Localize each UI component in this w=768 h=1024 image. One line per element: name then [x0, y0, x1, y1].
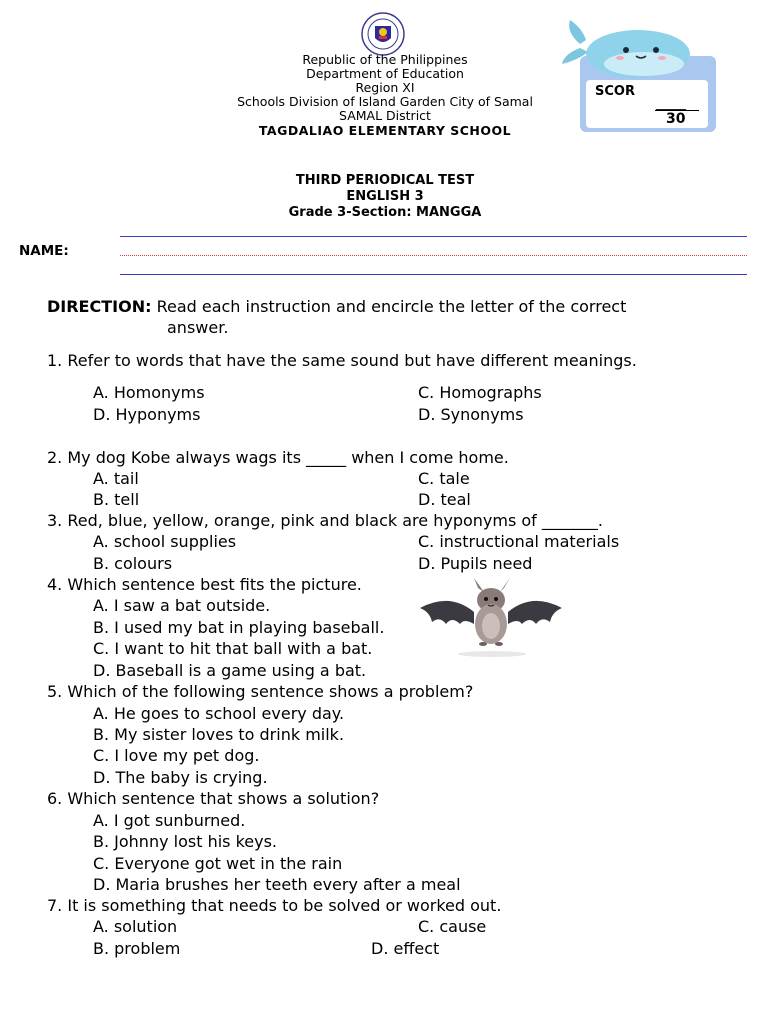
- bat-picture: [420, 578, 562, 660]
- header-division: Schools Division of Island Garden City of Samal: [237, 94, 533, 109]
- question-1: 1. Refer to words that have the same sound but have different meanings.: [47, 351, 637, 370]
- score-label: SCOR: [595, 84, 635, 99]
- q1-option-a[interactable]: A. Homonyms: [93, 383, 205, 402]
- q4-option-c[interactable]: C. I want to hit that ball with a bat.: [93, 639, 373, 658]
- question-2: 2. My dog Kobe always wags its _____ when I come home.: [47, 448, 509, 467]
- whale-icon: [560, 14, 690, 78]
- question-3: 3. Red, blue, yellow, orange, pink and black are hyponyms of _______.: [47, 511, 603, 530]
- header-school: TAGDALIAO ELEMENTARY SCHOOL: [258, 123, 512, 138]
- q6-option-d[interactable]: D. Maria brushes her teeth every after a meal: [93, 875, 461, 894]
- score-blank: _____: [656, 96, 686, 110]
- q5-option-a[interactable]: A. He goes to school every day.: [93, 704, 345, 723]
- q1-option-c[interactable]: C. Homographs: [418, 383, 542, 402]
- header-district: SAMAL District: [339, 108, 431, 123]
- q7-option-d[interactable]: D. effect: [371, 939, 440, 958]
- test-grade-section: Grade 3-Section: MANGGA: [288, 205, 482, 220]
- direction-text-cont: answer.: [167, 318, 229, 337]
- q3-option-b[interactable]: B. colours: [93, 554, 173, 573]
- question-5: 5. Which of the following sentence shows a problem?: [47, 682, 474, 701]
- q7-option-b[interactable]: B. problem: [93, 939, 181, 958]
- name-line-bottom[interactable]: [120, 274, 747, 275]
- test-title: THIRD PERIODICAL TEST: [295, 173, 475, 188]
- test-subject: ENGLISH 3: [346, 189, 424, 204]
- q1-option-d[interactable]: D. Synonyms: [418, 405, 524, 424]
- q3-option-c[interactable]: C. instructional materials: [418, 532, 620, 551]
- q6-option-c[interactable]: C. Everyone got wet in the rain: [93, 854, 343, 873]
- direction-text: Read each instruction and encircle the letter of the correct: [151, 297, 627, 316]
- q4-option-a[interactable]: A. I saw a bat outside.: [93, 596, 271, 615]
- q1-option-b[interactable]: D. Hyponyms: [93, 405, 201, 424]
- deped-seal-logo: [361, 12, 405, 56]
- name-line-top[interactable]: [120, 236, 747, 237]
- q7-option-c[interactable]: C. cause: [418, 917, 487, 936]
- name-label: NAME:: [19, 243, 69, 259]
- direction-label: DIRECTION:: [47, 297, 152, 316]
- question-4: 4. Which sentence best fits the picture.: [47, 575, 362, 594]
- q7-option-a[interactable]: A. solution: [93, 917, 178, 936]
- q4-option-d[interactable]: D. Baseball is a game using a bat.: [93, 661, 367, 680]
- question-7: 7. It is something that needs to be solved or worked out.: [47, 896, 502, 915]
- q3-option-d[interactable]: D. Pupils need: [418, 554, 533, 573]
- q6-option-a[interactable]: A. I got sunburned.: [93, 811, 246, 830]
- name-line-middle[interactable]: [120, 255, 747, 256]
- q2-option-c[interactable]: C. tale: [418, 469, 470, 488]
- q2-option-d[interactable]: D. teal: [418, 490, 471, 509]
- q6-option-b[interactable]: B. Johnny lost his keys.: [93, 832, 277, 851]
- header-department: Department of Education: [306, 66, 464, 81]
- q4-option-b[interactable]: B. I used my bat in playing baseball.: [93, 618, 385, 637]
- q5-option-b[interactable]: B. My sister loves to drink milk.: [93, 725, 345, 744]
- q5-option-d[interactable]: D. The baby is crying.: [93, 768, 268, 787]
- q2-option-a[interactable]: A. tail: [93, 469, 139, 488]
- header-republic: Republic of the Philippines: [302, 52, 468, 67]
- q2-option-b[interactable]: B. tell: [93, 490, 140, 509]
- q5-option-c[interactable]: C. I love my pet dog.: [93, 746, 260, 765]
- question-6: 6. Which sentence that shows a solution?: [47, 789, 380, 808]
- header-region: Region XI: [355, 80, 415, 95]
- score-total: 30: [666, 111, 686, 127]
- q3-option-a[interactable]: A. school supplies: [93, 532, 237, 551]
- direction-line: [47, 297, 626, 317]
